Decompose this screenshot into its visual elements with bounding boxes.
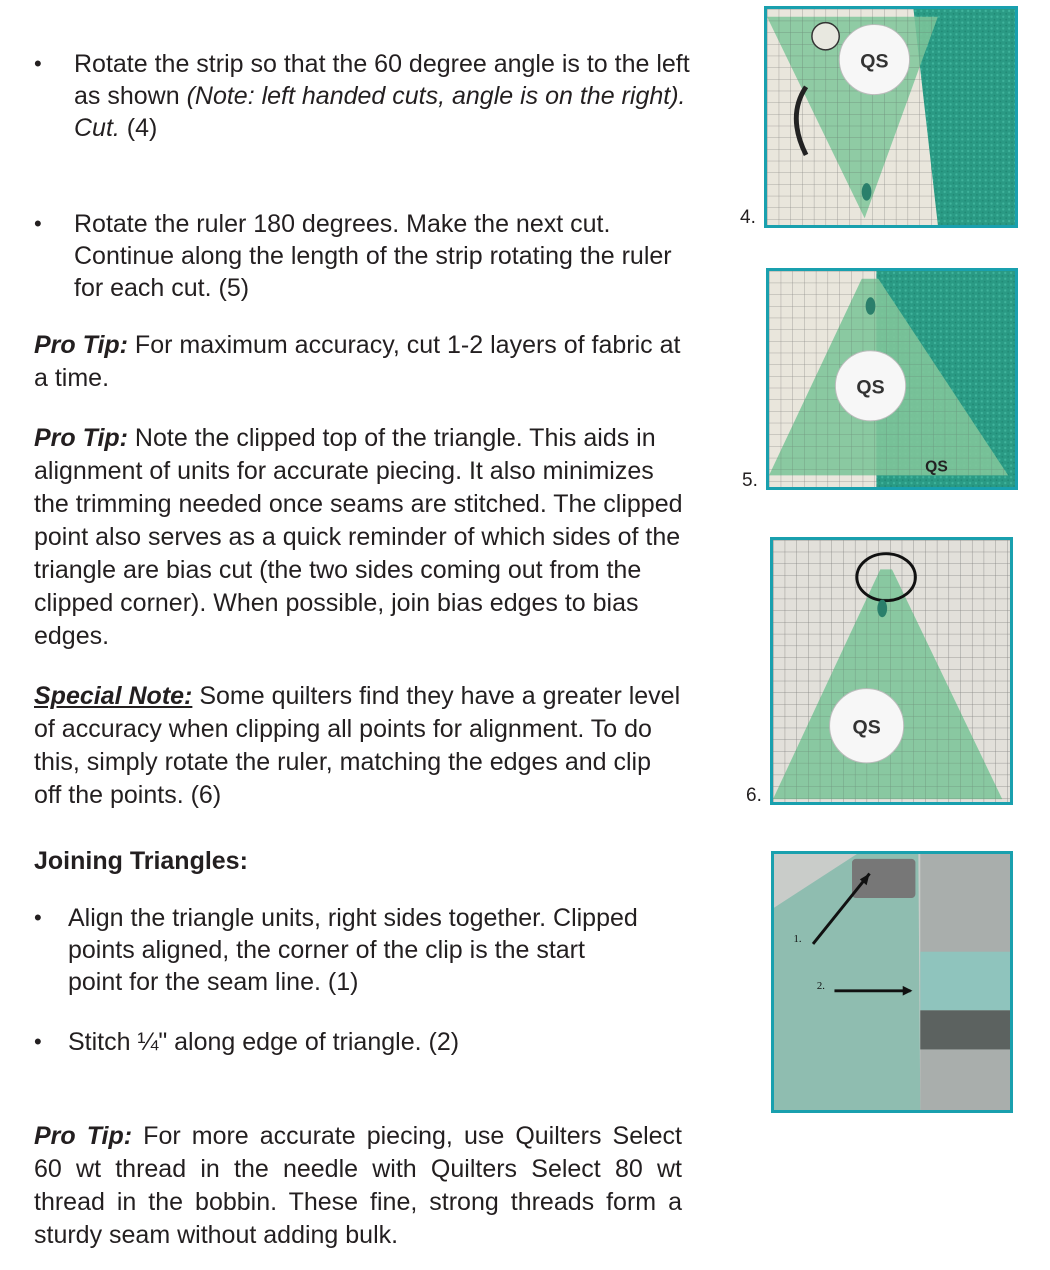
photo-ruler-logo: QS bbox=[925, 458, 948, 476]
photo-cut-strip bbox=[764, 6, 1018, 228]
bullet-dot: • bbox=[34, 211, 42, 236]
photo-stitching-image bbox=[774, 854, 1010, 1110]
bullet-note: (Note: left handed cuts, angle is on the right). Cut. bbox=[74, 82, 686, 142]
bullet-text: Rotate the strip so that the 60 degree angle is to the left as shown bbox=[74, 50, 690, 110]
bullet-dot: • bbox=[34, 51, 42, 76]
photo-rotate-ruler bbox=[766, 268, 1018, 490]
arrow-label-1: 1. bbox=[793, 932, 802, 945]
figure-label-5: 5. bbox=[742, 470, 758, 491]
figure-label-6: 6. bbox=[746, 785, 762, 806]
photo-clip-points bbox=[770, 537, 1013, 805]
pro-tip-text: For maximum accuracy, cut 1-2 layers of fabric at a time. bbox=[34, 331, 681, 392]
bullet-text: Stitch ¼" along edge of triangle. (2) bbox=[68, 1028, 460, 1056]
photo-clip-points-image bbox=[773, 540, 1010, 802]
figure-label-4: 4. bbox=[740, 207, 756, 228]
pro-tip-thread bbox=[34, 1120, 682, 1252]
photo-stitching bbox=[771, 851, 1013, 1113]
photo-logo-text: QS bbox=[856, 376, 885, 399]
bullet-text: Rotate the ruler 180 degrees. Make the next cut. Continue along the length of the strip rotating the ruler for each cut. (5) bbox=[74, 210, 672, 302]
photo-cut-strip-image bbox=[767, 9, 1015, 225]
photo-rotate-ruler-image bbox=[769, 271, 1015, 487]
pro-tip-text: Note the clipped top of the triangle. This aids in alignment of units for accurate piecing. It also minimizes the trimming needed once seams are stitched. The clipped point also serves as a quick reminder of which sides of the triangle are bias cut (the two sides coming out from the clipped corner). When possible, join bias edges to bias edges. bbox=[34, 424, 683, 650]
pro-tip-clipped-top bbox=[34, 422, 684, 653]
special-note bbox=[34, 680, 684, 812]
photo-logo-text: QS bbox=[852, 716, 881, 739]
special-note-label: Special Note: bbox=[34, 682, 193, 710]
pro-tip-label: Pro Tip: bbox=[34, 424, 128, 452]
bullet-dot: • bbox=[34, 905, 42, 930]
arrow-label-2: 2. bbox=[816, 979, 825, 992]
bullet-text: Align the triangle units, right sides together. Clipped points aligned, the corner of the clip is the start point for the seam line. (1) bbox=[68, 904, 638, 996]
photo-logo-text: QS bbox=[860, 50, 889, 73]
special-note-text: Some quilters find they have a greater level of accuracy when clipping all points for alignment. To do this, simply rotate the ruler, matching the edges and clip off the points. (6) bbox=[34, 682, 681, 809]
joining-heading: Joining Triangles: bbox=[34, 847, 248, 875]
pro-tip-label: Pro Tip: bbox=[34, 1122, 133, 1150]
figure-ref: (4) bbox=[119, 114, 158, 142]
pro-tip-text: For more accurate piecing, use Quilters Select 60 wt thread in the needle with Quilters Select 80 wt thread in the bobbin. These fine, strong threads form a sturdy seam without adding bulk. bbox=[34, 1122, 683, 1249]
pro-tip-label: Pro Tip: bbox=[34, 331, 128, 359]
pro-tip-layers bbox=[34, 329, 684, 395]
bullet-dot: • bbox=[34, 1029, 42, 1054]
